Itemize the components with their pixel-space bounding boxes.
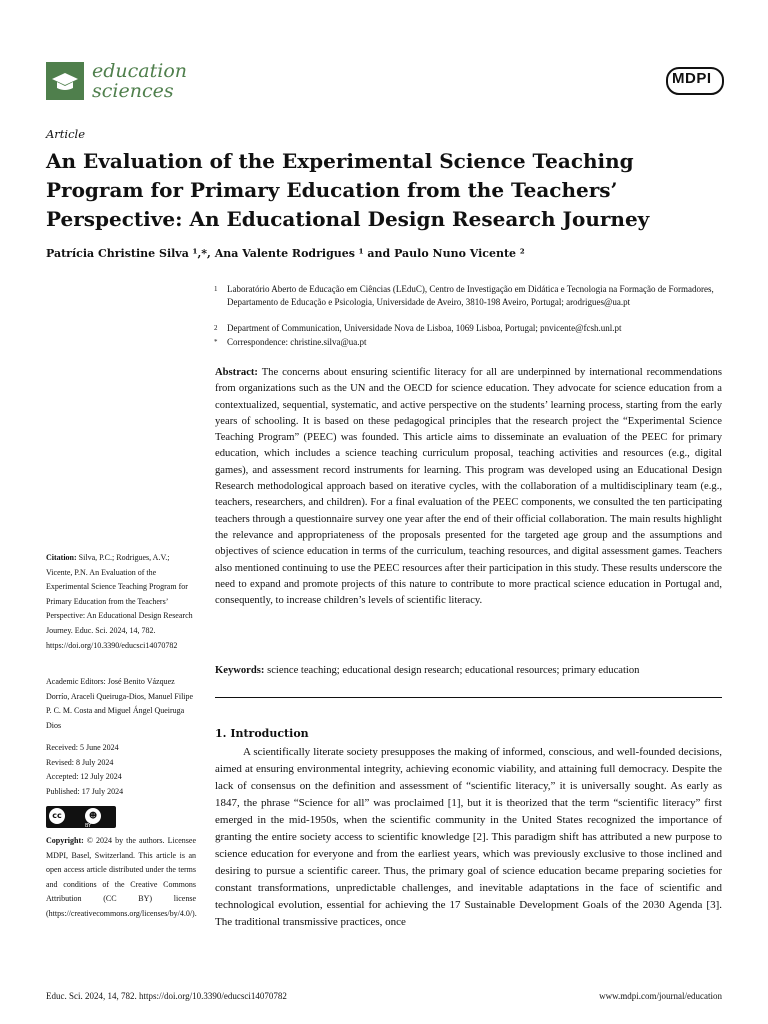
received-date: Received: 5 June 2024	[46, 743, 119, 752]
correspondence	[214, 336, 726, 349]
keywords-text: science teaching; educational design research; educational resources; primary education	[267, 665, 640, 676]
footer-journal-link[interactable]: www.mdpi.com/journal/education	[599, 991, 722, 1001]
affiliation-text: Laboratório Aberto de Educação em Ciências (LEduC), Centro de Investigação em Didática e Tecnologia na Formação de Formadores, Departamento de Educação e Psicologia, Universidade de Aveiro, 3810-198 Aveiro, Portugal; arodrigues@ua.pt	[227, 284, 714, 307]
accepted-date: Accepted: 12 July 2024	[46, 772, 122, 782]
article-title: An Evaluation of the Experimental Science Teaching Program for Primary Education from the Teachers’ Perspective: An Educational Design Research Journey	[46, 149, 650, 231]
cc-by-license-badge[interactable]	[46, 806, 116, 828]
divider	[215, 697, 722, 698]
keywords	[215, 665, 722, 676]
affiliation-2	[214, 322, 726, 335]
revised-date: Revised: 8 July 2024	[46, 757, 114, 767]
editors-label: Academic Editors:	[46, 677, 106, 686]
footer-citation[interactable]: Educ. Sci. 2024, 14, 782. https://doi.org/10.3390/educsci14070782	[46, 991, 287, 1001]
copyright-block	[46, 834, 196, 922]
abstract-text: The concerns about ensuring scientific literacy for all are underpinned by international recommendations from organizations such as the UN and the OECD for science education. They advocate for science education from a contextualized, sequential, systematic, and active perspective on the students’ learning process, starting from the early years of schooling. It is based on these pedagogical principles that the research project the “Experimental Science Teaching Program” (PEEC) was founded. This article aims to disseminate an evaluation of the PEEC for primary education, which includes a science teaching curriculum proposal, teaching activities and resources (e.g., digital games), and assessment record instruments for learning. This program was developed using an Educational Design Research methodological approach based on iterative cycles, with the collaboration of a multidisciplinary team (e.g., teachers, researchers, and children). For a final evaluation of the PEEC components, we consulted the ten participating teachers through a questionnaire survey one year after the end of their official collaboration. The main results highlight the relevance and appropriateness of the proposals presented for the targeted age group and the assumptions and objectives of science education in terms of the curriculum, teaching resources, and digital assessment games. Teachers also mentioned continuing to use the PEEC resources after their participation in this study. These results underscore the need to expand and promote projects of this nature to contribute to more practical science education in Portugal and, consequently, to increase children’s levels of scientific literacy.	[215, 367, 722, 607]
publication-dates	[46, 741, 196, 799]
citation-text[interactable]: Silva, P.C.; Rodrigues, A.V.; Vicente, P.N. An Evaluation of the Experimental Science Teaching Program for Primary Education from the Teachers’ Perspective: An Educational Design Research Journey. Educ. Sci. 2024, 14, 782. https://doi.org/10.3390/educsci14070782	[46, 553, 193, 650]
section-heading-introduction: 1. Introduction	[215, 727, 309, 740]
editors-text: José Benito Vázquez Dorrío, Araceli Queiruga-Dios, Manuel Filipe P. C. M. Costa and Miguel Ángel Queiruga Dios	[46, 677, 194, 730]
by-label: BY	[85, 823, 92, 829]
academic-editors	[46, 675, 196, 733]
affiliation-1	[214, 283, 726, 327]
introduction-text: A scientifically literate society presupposes the making of informed, conscious, and well-founded decisions, aimed at ensuring environmental integrity, achieving economic viability, and attaining full democracy. Despite the lack of consensus on the definition and assessment of “scientific literacy,” it is universally sought. As early as 1847, the phrase “Science for all” was proclaimed [1], but it is theorized that the term “scientific literacy” first emerged in the mid-1950s, when the scientific community in the United States recognized the importance of granting the entire society access to scientific knowledge [2]. This paradigm shift has attributed a new purpose to science education for everyone and from the earliest years, which was previously exclusive to those inclined and desiring to pursue a scientific career. Thus, the primary goal of science education became preparing societies for constant transformations, unpredictable challenges, and inevitable adaptations in the face of scientific and technological evolution, essential for achieving the 17 Sustainable Development Goals of the 2030 Agenda [3]. The traditional transmissive practices, once	[215, 746, 722, 928]
affiliation-number: 1	[214, 285, 218, 293]
publisher-name: MDPI	[672, 70, 712, 87]
correspondence-text: Correspondence: christine.silva@ua.pt	[227, 337, 367, 347]
affiliation-text: Department of Communication, Universidade Nova de Lisboa, 1069 Lisboa, Portugal; pnvicente@fcsh.unl.pt	[227, 323, 622, 333]
copyright-label: Copyright:	[46, 836, 84, 845]
affiliation-number: 2	[214, 324, 218, 332]
abstract	[215, 365, 722, 609]
abstract-label: Abstract:	[215, 367, 258, 378]
mdpi-logo[interactable]	[666, 67, 722, 93]
published-date: Published: 17 July 2024	[46, 786, 124, 796]
keywords-label: Keywords:	[215, 665, 265, 676]
citation-block	[46, 551, 196, 653]
journal-name-line1: education	[92, 60, 187, 82]
citation-label: Citation:	[46, 553, 77, 562]
author-list[interactable]: Patrícia Christine Silva ¹,*, Ana Valente Rodrigues ¹ and Paulo Nuno Vicente ²	[46, 247, 525, 260]
journal-name[interactable]	[92, 61, 187, 101]
person-icon: ☻	[85, 808, 101, 824]
copyright-text: © 2024 by the authors. Licensee MDPI, Basel, Switzerland. This article is an open access article distributed under the terms and conditions of the Creative Commons Attribution (CC BY) license (https://creativecommons.org/licenses/by/4.0/).	[46, 836, 197, 918]
journal-name-line2: sciences	[92, 80, 174, 102]
article-type: Article	[46, 127, 86, 141]
cc-icon: cc	[49, 808, 65, 824]
journal-logo-icon	[46, 62, 84, 100]
affiliation-number: *	[214, 338, 218, 346]
